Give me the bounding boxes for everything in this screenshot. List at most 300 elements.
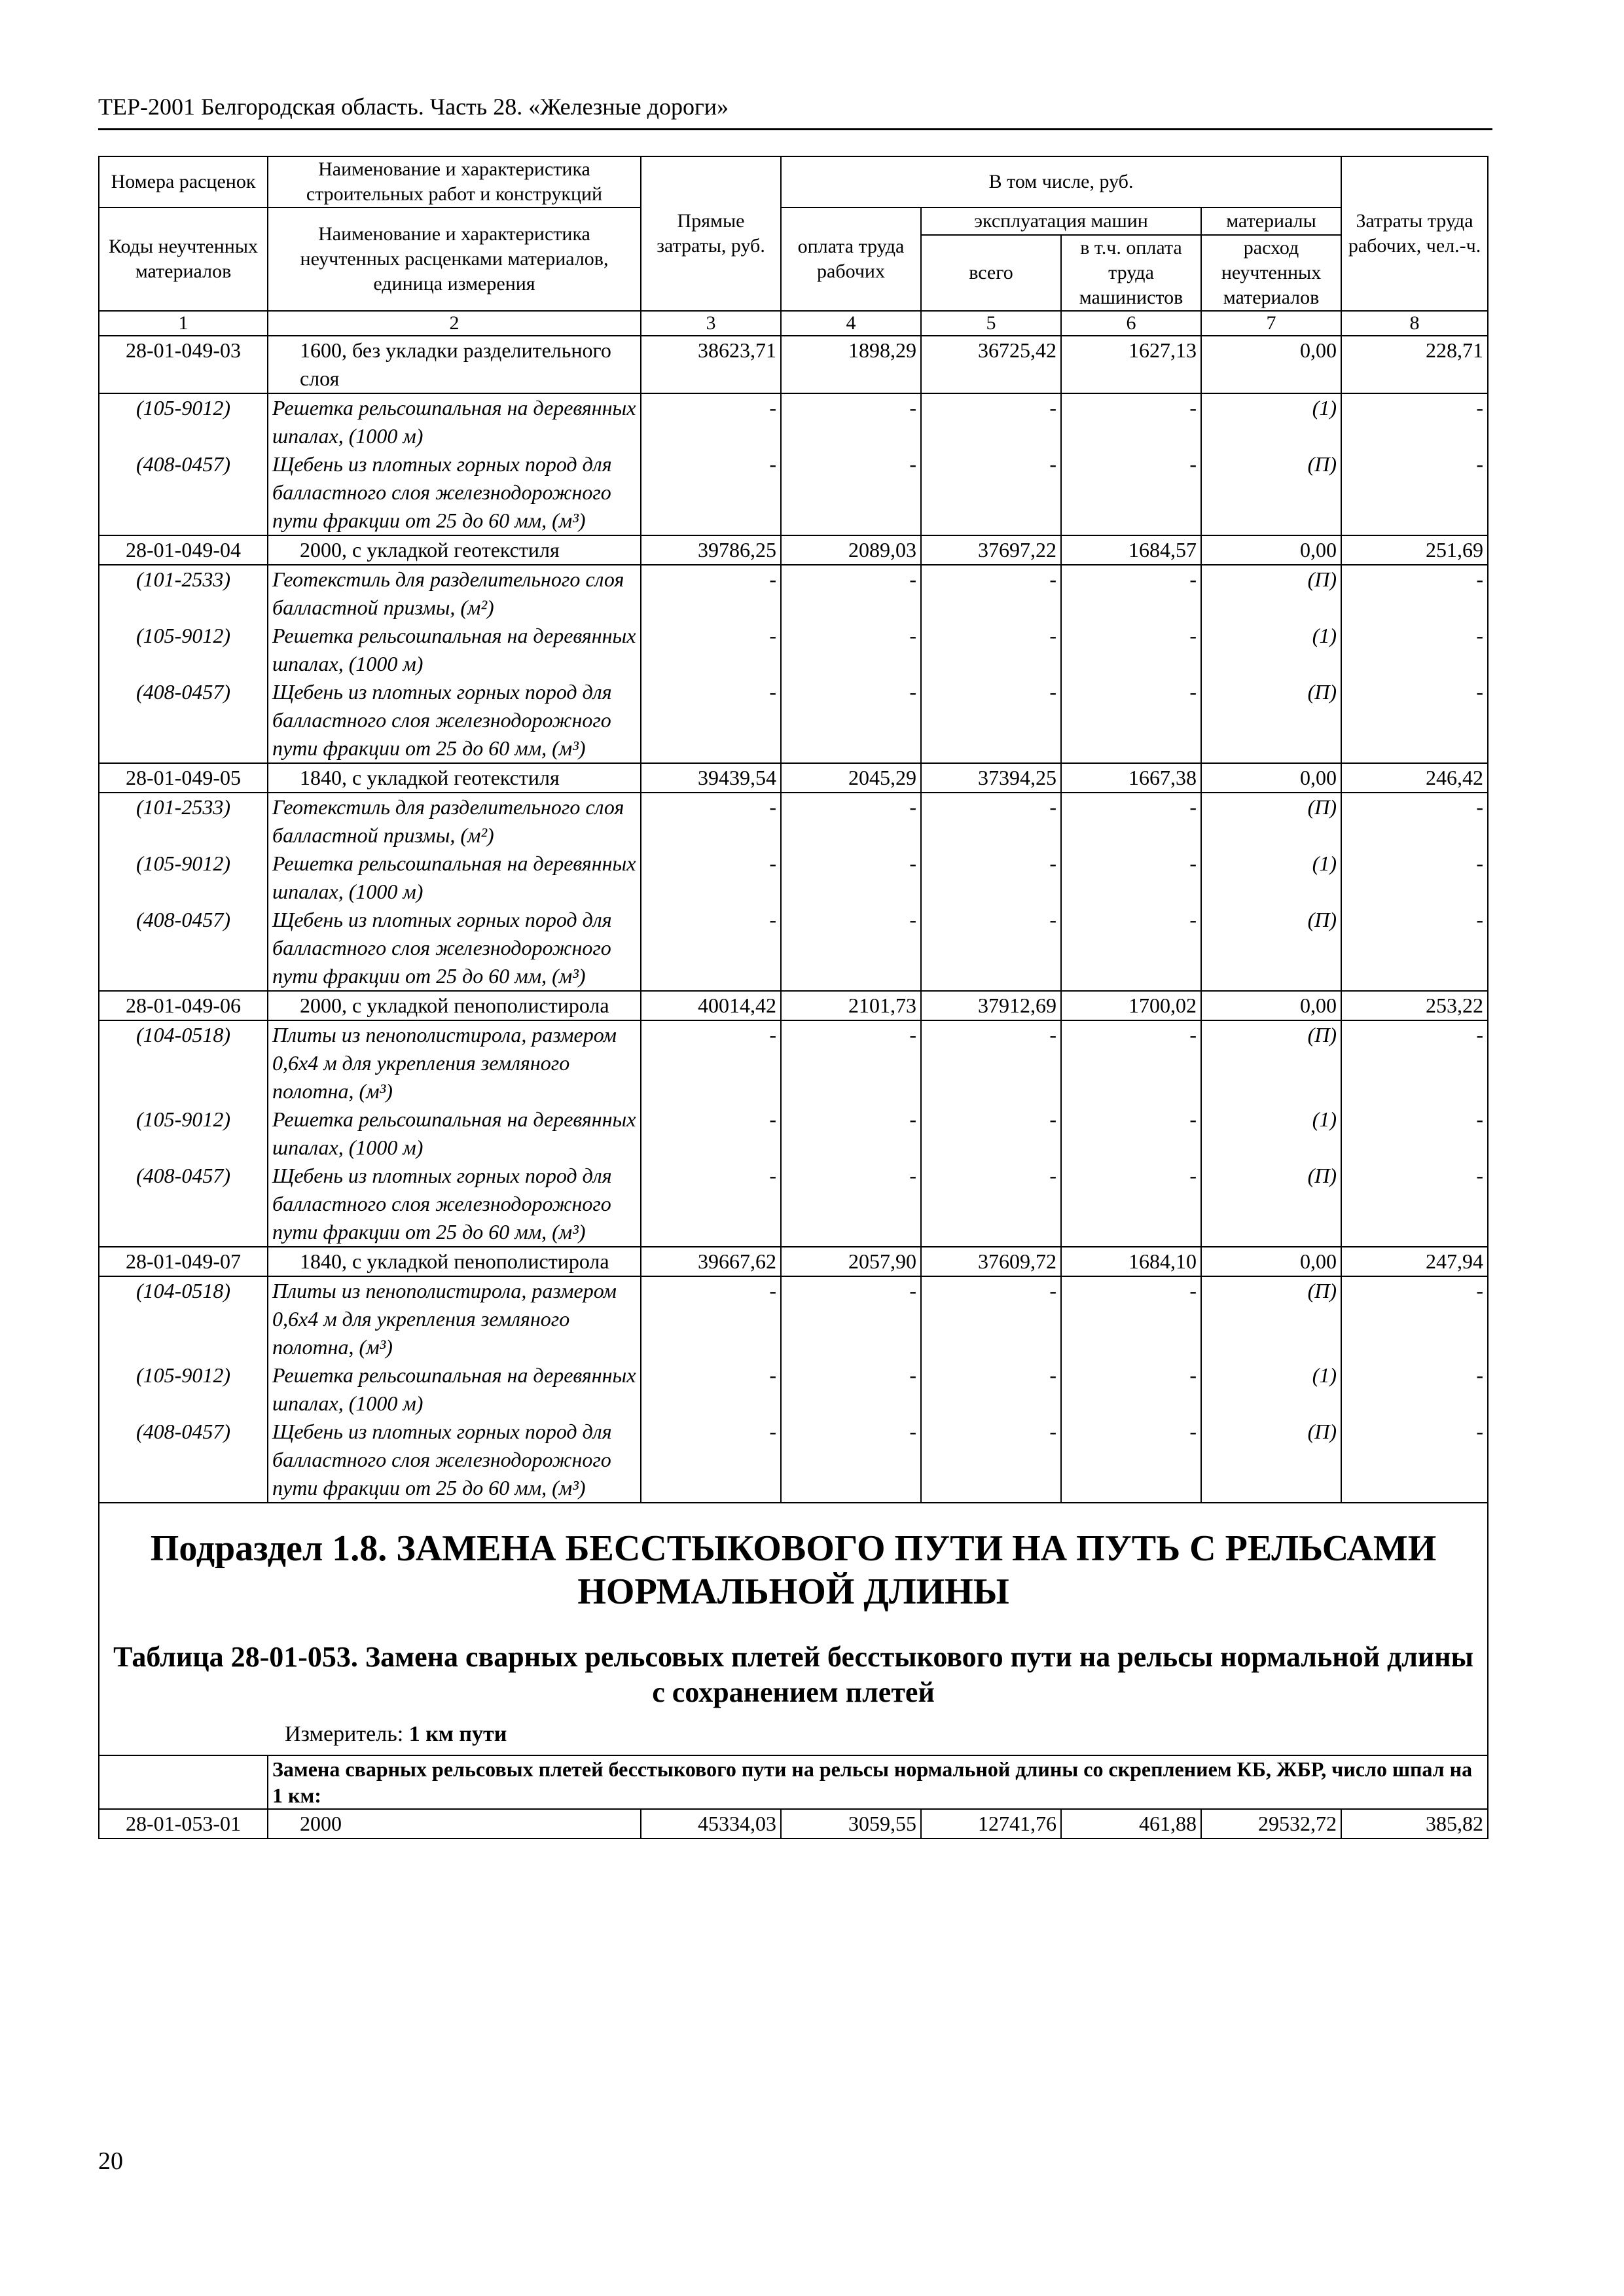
dash-mark: - xyxy=(1476,680,1484,704)
material-name-cell: Плиты из пенополистирола, размером 0,6х4 м для укрепления земляного полотна, (м³) xyxy=(268,1020,641,1105)
rate-row xyxy=(99,1247,1488,1276)
material-name-cell: Щебень из плотных горных пород для балластного слоя железнодорожного пути фракции от 25 до 60 мм, (м³) xyxy=(268,1162,641,1247)
dash-mark: - xyxy=(1049,452,1056,476)
dash-mark: - xyxy=(1049,396,1056,420)
material-code-cell: (408-0457) xyxy=(99,1162,268,1247)
dash-cell xyxy=(921,1020,1061,1105)
dash-mark: - xyxy=(1476,908,1484,931)
dash-mark: - xyxy=(909,1279,916,1302)
dash-mark: - xyxy=(1049,1363,1056,1387)
material-name-cell: Щебень из плотных горных пород для балластного слоя железнодорожного пути фракции от 25 до 60 мм, (м³) xyxy=(268,1418,641,1503)
dash-cell xyxy=(921,1418,1061,1503)
dash-cell xyxy=(781,678,921,763)
dash-cell xyxy=(641,1418,781,1503)
dash-mark: - xyxy=(909,452,916,476)
materials-cost-cell: 0,00 xyxy=(1201,535,1341,565)
dash-cell xyxy=(1341,906,1488,991)
dash-mark: - xyxy=(1476,624,1484,647)
dash-mark: - xyxy=(1476,1164,1484,1187)
dash-cell xyxy=(921,793,1061,850)
labor-hours-cell: 253,22 xyxy=(1341,991,1488,1020)
dash-cell xyxy=(641,1276,781,1361)
material-mark: (П) xyxy=(1307,1164,1337,1187)
dash-mark: - xyxy=(1049,1023,1056,1047)
material-mark-cell xyxy=(1201,1020,1341,1105)
dash-cell xyxy=(1061,678,1201,763)
group-label-cell: Замена сварных рельсовых плетей бесстыкового пути на рельсы нормальной длины со скреплением КБ, ЖБР, число шпал на 1 км: xyxy=(268,1755,1488,1809)
column-number-cell: 4 xyxy=(781,311,921,336)
material-mark-cell xyxy=(1201,1418,1341,1503)
dash-mark: - xyxy=(909,1023,916,1047)
machines-cost-cell: 37609,72 xyxy=(921,1247,1061,1276)
dash-cell xyxy=(781,906,921,991)
column-number-cell: 3 xyxy=(641,311,781,336)
machines-cost-cell: 37912,69 xyxy=(921,991,1061,1020)
dash-mark: - xyxy=(1476,852,1484,875)
machines-cost-cell: 12741,76 xyxy=(921,1809,1061,1839)
material-mark-cell xyxy=(1201,622,1341,678)
dash-cell xyxy=(921,1162,1061,1247)
dash-cell xyxy=(781,793,921,850)
rate-name-cell: 2000 xyxy=(268,1809,641,1839)
materials-cost-cell: 29532,72 xyxy=(1201,1809,1341,1839)
labor-cost-cell: 2057,90 xyxy=(781,1247,921,1276)
col2-bottom-header: Наименование и характеристика неучтенных расценками материалов, единица измерения xyxy=(268,207,641,311)
rate-name-cell: 1600, без укладки разделительного слоя xyxy=(268,336,641,393)
dash-mark: - xyxy=(909,852,916,875)
labor-cost-cell: 1898,29 xyxy=(781,336,921,393)
column-number-cell: 7 xyxy=(1201,311,1341,336)
material-mark: (1) xyxy=(1312,624,1337,647)
material-mark: (1) xyxy=(1312,1107,1337,1131)
dash-mark: - xyxy=(1189,1420,1197,1443)
material-mark: (П) xyxy=(1307,908,1337,931)
dash-cell xyxy=(641,793,781,850)
rate-name-cell: 1840, с укладкой геотекстиля xyxy=(268,763,641,793)
materials-header: материалы xyxy=(1201,207,1341,235)
column-number-cell: 5 xyxy=(921,311,1061,336)
dash-mark: - xyxy=(909,1164,916,1187)
dash-mark: - xyxy=(1476,1420,1484,1443)
dash-cell xyxy=(1061,1020,1201,1105)
labor-cost-cell: 3059,55 xyxy=(781,1809,921,1839)
machines-cost-cell: 36725,42 xyxy=(921,336,1061,393)
rate-code-cell: 28-01-053-01 xyxy=(99,1809,268,1839)
direct-cost-cell: 45334,03 xyxy=(641,1809,781,1839)
dash-cell xyxy=(1341,1162,1488,1247)
rate-row xyxy=(99,336,1488,393)
dash-cell xyxy=(781,850,921,906)
material-row xyxy=(99,793,1488,850)
materials-cost-cell: 0,00 xyxy=(1201,1247,1341,1276)
machinist-labor-cell: 461,88 xyxy=(1061,1809,1201,1839)
machines-cost-cell: 37394,25 xyxy=(921,763,1061,793)
dash-mark: - xyxy=(769,1164,776,1187)
dash-mark: - xyxy=(769,852,776,875)
labor-hours-cell: 228,71 xyxy=(1341,336,1488,393)
dash-mark: - xyxy=(1476,1107,1484,1131)
dash-cell xyxy=(1341,793,1488,850)
material-mark: (1) xyxy=(1312,1363,1337,1387)
material-mark: (П) xyxy=(1307,795,1337,819)
dash-mark: - xyxy=(909,1363,916,1387)
dash-cell xyxy=(1341,1276,1488,1361)
dash-cell xyxy=(921,622,1061,678)
material-mark-cell xyxy=(1201,678,1341,763)
col5-header: всего xyxy=(921,235,1061,311)
material-name-cell: Щебень из плотных горных пород для балластного слоя железнодорожного пути фракции от 25 до 60 мм, (м³) xyxy=(268,678,641,763)
dash-mark: - xyxy=(769,908,776,931)
dash-mark: - xyxy=(909,396,916,420)
dash-mark: - xyxy=(1049,852,1056,875)
material-code-cell: (105-9012) xyxy=(99,622,268,678)
material-name-cell: Щебень из плотных горных пород для балластного слоя железнодорожного пути фракции от 25 до 60 мм, (м³) xyxy=(268,906,641,991)
column-number-cell: 2 xyxy=(268,311,641,336)
dash-mark: - xyxy=(909,1420,916,1443)
material-row xyxy=(99,1105,1488,1162)
machines-cost-cell: 37697,22 xyxy=(921,535,1061,565)
dash-mark: - xyxy=(1476,795,1484,819)
dash-mark: - xyxy=(769,680,776,704)
dash-cell xyxy=(781,1418,921,1503)
dash-mark: - xyxy=(909,795,916,819)
material-mark: (1) xyxy=(1312,396,1337,420)
materials-cost-cell: 0,00 xyxy=(1201,763,1341,793)
col6-header: в т.ч. оплата труда машинистов xyxy=(1061,235,1201,311)
table-title: Таблица 28-01-053. Замена сварных рельсовых плетей бесстыкового пути на рельсы нормальной длины с сохранением плетей xyxy=(113,1641,1473,1708)
rate-name-cell: 2000, с укладкой геотекстиля xyxy=(268,535,641,565)
rate-code-cell: 28-01-049-03 xyxy=(99,336,268,393)
rate-row xyxy=(99,763,1488,793)
material-code-cell: (104-0518) xyxy=(99,1276,268,1361)
material-mark: (1) xyxy=(1312,852,1337,875)
material-row xyxy=(99,1361,1488,1418)
dash-mark: - xyxy=(1049,1420,1056,1443)
material-code-cell: (101-2533) xyxy=(99,793,268,850)
dash-mark: - xyxy=(1476,396,1484,420)
dash-mark: - xyxy=(1189,452,1197,476)
direct-cost-cell: 40014,42 xyxy=(641,991,781,1020)
dash-mark: - xyxy=(769,624,776,647)
rate-row xyxy=(99,535,1488,565)
materials-cost-cell: 0,00 xyxy=(1201,336,1341,393)
dash-cell xyxy=(1341,1361,1488,1418)
dash-cell xyxy=(921,450,1061,535)
labor-hours-cell: 385,82 xyxy=(1341,1809,1488,1839)
dash-cell xyxy=(641,1020,781,1105)
labor-hours-cell: 246,42 xyxy=(1341,763,1488,793)
incl-header: В том числе, руб. xyxy=(781,156,1341,207)
dash-mark: - xyxy=(1189,1023,1197,1047)
col8-header: Затраты труда рабочих, чел.-ч. xyxy=(1341,156,1488,311)
material-mark-cell xyxy=(1201,393,1341,450)
empty-code-cell xyxy=(99,1755,268,1809)
material-mark-cell xyxy=(1201,565,1341,622)
material-mark-cell xyxy=(1201,1276,1341,1361)
col7-header: расход неучтенных материалов xyxy=(1201,235,1341,311)
material-name-cell: Геотекстиль для разделительного слоя балластной призмы, (м²) xyxy=(268,565,641,622)
rate-code-cell: 28-01-049-06 xyxy=(99,991,268,1020)
material-mark: (П) xyxy=(1307,567,1337,591)
dash-cell xyxy=(921,1105,1061,1162)
labor-cost-cell: 2101,73 xyxy=(781,991,921,1020)
dash-cell xyxy=(641,678,781,763)
dash-mark: - xyxy=(1049,680,1056,704)
material-code-cell: (101-2533) xyxy=(99,565,268,622)
dash-mark: - xyxy=(1189,852,1197,875)
labor-cost-cell: 2089,03 xyxy=(781,535,921,565)
dash-cell xyxy=(1341,1418,1488,1503)
column-numbers-row xyxy=(99,311,1488,336)
dash-cell xyxy=(781,1276,921,1361)
material-row xyxy=(99,678,1488,763)
column-number-cell: 8 xyxy=(1341,311,1488,336)
dash-cell xyxy=(1341,678,1488,763)
dash-cell xyxy=(1061,850,1201,906)
rate-code-cell: 28-01-049-07 xyxy=(99,1247,268,1276)
labor-cost-cell: 2045,29 xyxy=(781,763,921,793)
dash-mark: - xyxy=(769,1279,776,1302)
dash-cell xyxy=(1341,565,1488,622)
material-code-cell: (105-9012) xyxy=(99,1361,268,1418)
material-mark: (П) xyxy=(1307,1279,1337,1302)
dash-mark: - xyxy=(1476,1023,1484,1047)
dash-mark: - xyxy=(769,1107,776,1131)
dash-cell xyxy=(921,1276,1061,1361)
col3-header: Прямые затраты, руб. xyxy=(641,156,781,311)
dash-cell xyxy=(641,1105,781,1162)
material-name-cell: Решетка рельсошпальная на деревянных шпалах, (1000 м) xyxy=(268,393,641,450)
dash-cell xyxy=(641,906,781,991)
dash-cell xyxy=(1061,1418,1201,1503)
machines-header: эксплуатация машин xyxy=(921,207,1201,235)
section-title: Подраздел 1.8. ЗАМЕНА БЕССТЫКОВОГО ПУТИ НА ПУТЬ С РЕЛЬСАМИ НОРМАЛЬНОЙ ДЛИНЫ xyxy=(150,1528,1437,1612)
material-code-cell: (408-0457) xyxy=(99,450,268,535)
dash-cell xyxy=(641,450,781,535)
dash-mark: - xyxy=(1189,680,1197,704)
dash-cell xyxy=(641,1162,781,1247)
dash-mark: - xyxy=(909,680,916,704)
dash-mark: - xyxy=(1189,396,1197,420)
material-code-cell: (408-0457) xyxy=(99,1418,268,1503)
dash-cell xyxy=(781,1105,921,1162)
dash-cell xyxy=(1341,1105,1488,1162)
rate-name-cell: 2000, с укладкой пенополистирола xyxy=(268,991,641,1020)
material-code-cell: (408-0457) xyxy=(99,678,268,763)
dash-cell xyxy=(1061,450,1201,535)
material-mark: (П) xyxy=(1307,1023,1337,1047)
dash-mark: - xyxy=(1049,567,1056,591)
material-code-cell: (105-9012) xyxy=(99,1105,268,1162)
dash-cell xyxy=(921,1361,1061,1418)
dash-mark: - xyxy=(909,908,916,931)
dash-mark: - xyxy=(769,1420,776,1443)
materials-cost-cell: 0,00 xyxy=(1201,991,1341,1020)
dash-mark: - xyxy=(769,396,776,420)
material-code-cell: (408-0457) xyxy=(99,906,268,991)
dash-mark: - xyxy=(769,795,776,819)
dash-mark: - xyxy=(769,452,776,476)
dash-cell xyxy=(1061,1276,1201,1361)
dash-mark: - xyxy=(1189,1164,1197,1187)
rate-code-cell: 28-01-049-04 xyxy=(99,535,268,565)
material-mark: (П) xyxy=(1307,680,1337,704)
material-mark-cell xyxy=(1201,906,1341,991)
section-block xyxy=(99,1503,1488,1755)
dash-mark: - xyxy=(769,1363,776,1387)
dash-mark: - xyxy=(909,1107,916,1131)
dash-mark: - xyxy=(1476,452,1484,476)
material-mark: (П) xyxy=(1307,1420,1337,1443)
labor-hours-cell: 251,69 xyxy=(1341,535,1488,565)
dash-cell xyxy=(641,393,781,450)
measure-label: Измеритель: xyxy=(285,1722,404,1746)
dash-cell xyxy=(921,565,1061,622)
header-rule xyxy=(98,128,1492,130)
dash-mark: - xyxy=(909,567,916,591)
material-name-cell: Щебень из плотных горных пород для балластного слоя железнодорожного пути фракции от 25 до 60 мм, (м³) xyxy=(268,450,641,535)
material-name-cell: Решетка рельсошпальная на деревянных шпалах, (1000 м) xyxy=(268,1105,641,1162)
dash-mark: - xyxy=(1049,795,1056,819)
dash-mark: - xyxy=(1189,1363,1197,1387)
machinist-labor-cell: 1684,57 xyxy=(1061,535,1201,565)
material-name-cell: Геотекстиль для разделительного слоя балластной призмы, (м²) xyxy=(268,793,641,850)
material-row xyxy=(99,1020,1488,1105)
col1-bottom-header: Коды неучтенных материалов xyxy=(99,207,268,311)
material-code-cell: (105-9012) xyxy=(99,850,268,906)
dash-cell xyxy=(1061,1105,1201,1162)
dash-cell xyxy=(921,393,1061,450)
dash-mark: - xyxy=(1476,567,1484,591)
dash-mark: - xyxy=(1049,624,1056,647)
direct-cost-cell: 39667,62 xyxy=(641,1247,781,1276)
dash-cell xyxy=(1061,393,1201,450)
material-row xyxy=(99,450,1488,535)
dash-mark: - xyxy=(1189,624,1197,647)
machinist-labor-cell: 1684,10 xyxy=(1061,1247,1201,1276)
material-name-cell: Решетка рельсошпальная на деревянных шпалах, (1000 м) xyxy=(268,1361,641,1418)
dash-cell xyxy=(921,906,1061,991)
material-code-cell: (104-0518) xyxy=(99,1020,268,1105)
measure-line xyxy=(99,1719,1487,1749)
material-name-cell: Решетка рельсошпальная на деревянных шпалах, (1000 м) xyxy=(268,850,641,906)
material-row xyxy=(99,850,1488,906)
dash-cell xyxy=(781,1162,921,1247)
material-row xyxy=(99,622,1488,678)
dash-cell xyxy=(641,622,781,678)
material-mark-cell xyxy=(1201,1162,1341,1247)
material-row xyxy=(99,906,1488,991)
dash-cell xyxy=(1341,1020,1488,1105)
dash-cell xyxy=(921,678,1061,763)
column-number-cell: 1 xyxy=(99,311,268,336)
machinist-labor-cell: 1627,13 xyxy=(1061,336,1201,393)
material-mark-cell xyxy=(1201,1105,1341,1162)
material-mark-cell xyxy=(1201,793,1341,850)
material-row xyxy=(99,565,1488,622)
dash-cell xyxy=(781,622,921,678)
dash-cell xyxy=(1341,450,1488,535)
column-number-cell: 6 xyxy=(1061,311,1201,336)
col2-top-header: Наименование и характеристика строительных работ и конструкций xyxy=(268,156,641,207)
dash-mark: - xyxy=(1049,1279,1056,1302)
section-row xyxy=(99,1503,1488,1755)
dash-mark: - xyxy=(1189,1107,1197,1131)
dash-cell xyxy=(641,850,781,906)
material-mark: (П) xyxy=(1307,452,1337,476)
col4-header: оплата труда рабочих xyxy=(781,207,921,311)
dash-mark: - xyxy=(1476,1279,1484,1302)
dash-cell xyxy=(1061,906,1201,991)
dash-mark: - xyxy=(769,1023,776,1047)
direct-cost-cell: 38623,71 xyxy=(641,336,781,393)
material-mark-cell xyxy=(1201,450,1341,535)
material-name-cell: Решетка рельсошпальная на деревянных шпалах, (1000 м) xyxy=(268,622,641,678)
dash-cell xyxy=(1341,622,1488,678)
dash-cell xyxy=(1061,793,1201,850)
dash-cell xyxy=(1341,850,1488,906)
material-mark-cell xyxy=(1201,1361,1341,1418)
page-header-title: ТЕР-2001 Белгородская область. Часть 28. «Железные дороги» xyxy=(98,94,729,120)
dash-mark: - xyxy=(909,624,916,647)
dash-mark: - xyxy=(1476,1363,1484,1387)
direct-cost-cell: 39786,25 xyxy=(641,535,781,565)
material-row xyxy=(99,1276,1488,1361)
dash-cell xyxy=(1341,393,1488,450)
dash-cell xyxy=(1061,1361,1201,1418)
dash-mark: - xyxy=(1189,567,1197,591)
material-mark-cell xyxy=(1201,850,1341,906)
dash-cell xyxy=(781,1361,921,1418)
col1-top-header: Номера расценок xyxy=(99,156,268,207)
dash-cell xyxy=(781,450,921,535)
dash-mark: - xyxy=(1049,1164,1056,1187)
dash-mark: - xyxy=(769,567,776,591)
rate-name-cell: 1840, с укладкой пенополистирола xyxy=(268,1247,641,1276)
dash-cell xyxy=(1061,622,1201,678)
page-number: 20 xyxy=(98,2147,123,2175)
dash-cell xyxy=(781,1020,921,1105)
dash-mark: - xyxy=(1049,908,1056,931)
material-row xyxy=(99,1418,1488,1503)
machinist-labor-cell: 1667,38 xyxy=(1061,763,1201,793)
dash-mark: - xyxy=(1189,795,1197,819)
dash-cell xyxy=(641,1361,781,1418)
dash-mark: - xyxy=(1049,1107,1056,1131)
dash-cell xyxy=(921,850,1061,906)
labor-hours-cell: 247,94 xyxy=(1341,1247,1488,1276)
dash-cell xyxy=(641,565,781,622)
material-code-cell: (105-9012) xyxy=(99,393,268,450)
dash-cell xyxy=(1061,1162,1201,1247)
rate-row xyxy=(99,991,1488,1020)
direct-cost-cell: 39439,54 xyxy=(641,763,781,793)
machinist-labor-cell: 1700,02 xyxy=(1061,991,1201,1020)
dash-cell xyxy=(781,393,921,450)
group-label-row xyxy=(99,1755,1488,1809)
material-row xyxy=(99,1162,1488,1247)
measure-value: 1 км пути xyxy=(408,1722,507,1746)
dash-cell xyxy=(781,565,921,622)
rate-row xyxy=(99,1809,1488,1839)
dash-mark: - xyxy=(1189,1279,1197,1302)
rate-code-cell: 28-01-049-05 xyxy=(99,763,268,793)
material-row xyxy=(99,393,1488,450)
material-name-cell: Плиты из пенополистирола, размером 0,6х4 м для укрепления земляного полотна, (м³) xyxy=(268,1276,641,1361)
dash-mark: - xyxy=(1189,908,1197,931)
dash-cell xyxy=(1061,565,1201,622)
rates-table xyxy=(98,156,1489,1839)
